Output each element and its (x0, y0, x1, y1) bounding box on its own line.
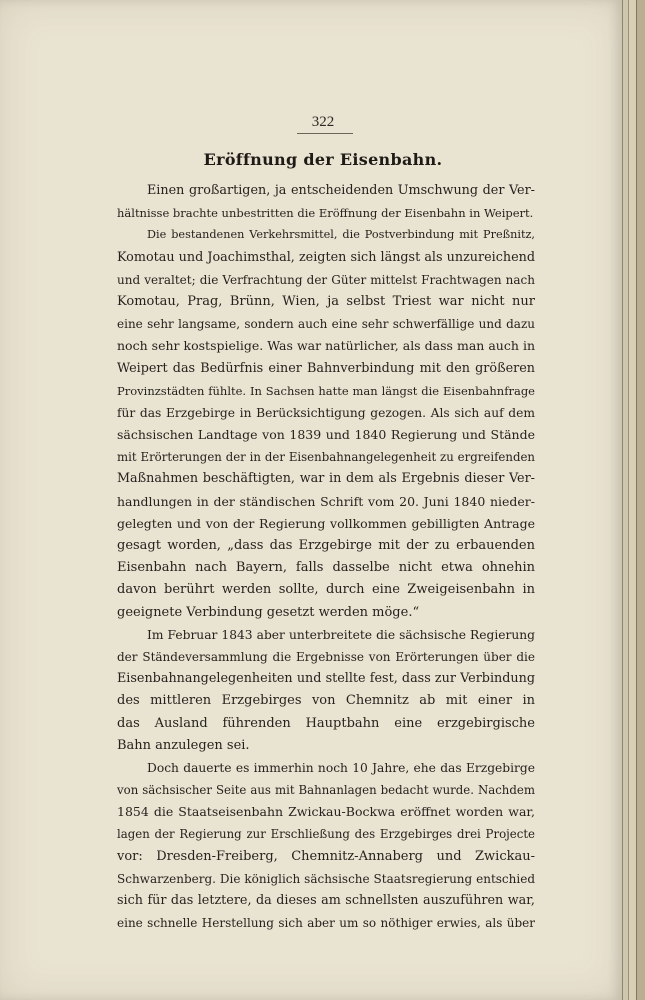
page-number: 322 (311, 114, 335, 130)
text-line: sächsischen Landtage von 1839 und 1840 Regierung und Stände (117, 427, 535, 443)
text-line: des mittleren Erzgebirges von Chemnitz ab mit einer in (117, 693, 535, 709)
text-line: handlungen in der ständischen Schrift vom 20. Juni 1840 nieder- (117, 493, 535, 509)
paragraph-1 (117, 180, 535, 224)
text-line: Eisenbahn nach Bayern, falls dasselbe nicht etwa ohnehin (117, 560, 535, 576)
text-line: Weipert das Bedürfnis einer Bahnverbindung mit den größeren (117, 360, 535, 376)
paragraph-4 (117, 757, 535, 935)
text-line: gelegten und von der Regierung vollkommen gebilligten Antrage (117, 515, 535, 531)
text-line: eine sehr langsame, sondern auch eine sehr schwerfällige und dazu (117, 317, 535, 332)
page-number-rule (297, 133, 353, 134)
text-line: Eisenbahnangelegenheiten und stellte fest, dass zur Verbindung (117, 671, 535, 687)
text-line: Einen großartigen, ja entscheidenden Umschwung der Ver- (147, 183, 535, 198)
text-line: vor: Dresden-Freiberg, Chemnitz-Annaberg und Zwickau- (117, 848, 535, 864)
text-line: Schwarzenberg. Die königlich sächsische Staatsregierung entschied (117, 871, 535, 886)
text-line: Komotau, Prag, Brünn, Wien, ja selbst Triest war nicht nur (117, 293, 535, 309)
text-line: Doch dauerte es immerhin noch 10 Jahre, ehe das Erzgebirge (147, 760, 535, 775)
text-line: Maßnahmen beschäftigten, war in dem als Ergebnis dieser Ver- (117, 471, 535, 487)
text-line: Im Februar 1843 aber unterbreitete die sächsische Regierung (147, 627, 535, 642)
book-cover-edge (636, 0, 645, 1000)
text-line: lagen der Regierung zur Erschließung des Erzgebirges drei Projecte (117, 827, 535, 842)
text-line: eine schnelle Herstellung sich aber um so nöthiger erwies, als über (117, 916, 535, 931)
text-line: für das Erzgebirge in Berücksichtigung gezogen. Als sich auf dem (117, 405, 535, 420)
text-line: geeignete Verbindung gesetzt werden möge.“ (117, 604, 420, 620)
text-line: Die bestandenen Verkehrsmittel, die Postverbindung mit Preßnitz, (147, 228, 535, 242)
text-line: der Ständeversammlung die Ergebnisse von Erörterungen über die (117, 649, 535, 664)
text-line: sich für das letztere, da dieses am schnellsten auszuführen war, (117, 893, 535, 908)
text-line: gesagt worden, „dass das Erzgebirge mit der zu erbauenden (117, 538, 535, 553)
section-title: Eröffnung der Eisenbahn. (203, 150, 443, 169)
text-line: das Ausland führenden Hauptbahn eine erzgebirgische (117, 715, 535, 731)
text-line: Bahn anzulegen sei. (117, 737, 250, 753)
text-line: hältnisse brachte unbestritten die Eröffnung der Eisenbahn in Weipert. (117, 206, 534, 221)
text-line: noch sehr kostspielige. Was war natürlicher, als dass man auch in (117, 338, 535, 354)
paragraph-2 (117, 224, 535, 623)
text-line: mit Erörterungen der in der Eisenbahnangelegenheit zu ergreifenden (117, 450, 535, 465)
paragraph-3 (117, 624, 535, 757)
text-line: und veraltet; die Verfrachtung der Güter mittelst Frachtwagen nach (117, 272, 535, 287)
text-line: Komotau und Joachimsthal, zeigten sich längst als unzureichend (117, 249, 535, 265)
text-line: Provinzstädten fühlte. In Sachsen hatte man längst die Eisenbahnfrage (117, 383, 535, 398)
text-line: 1854 die Staatseisenbahn Zwickau-Bockwa eröffnet worden war, (117, 804, 535, 820)
body-text (117, 180, 535, 934)
text-line: von sächsischer Seite aus mit Bahnanlagen bedacht wurde. Nachdem (117, 783, 535, 798)
text-line: davon berührt werden sollte, durch eine Zweigeisenbahn in (117, 582, 535, 598)
